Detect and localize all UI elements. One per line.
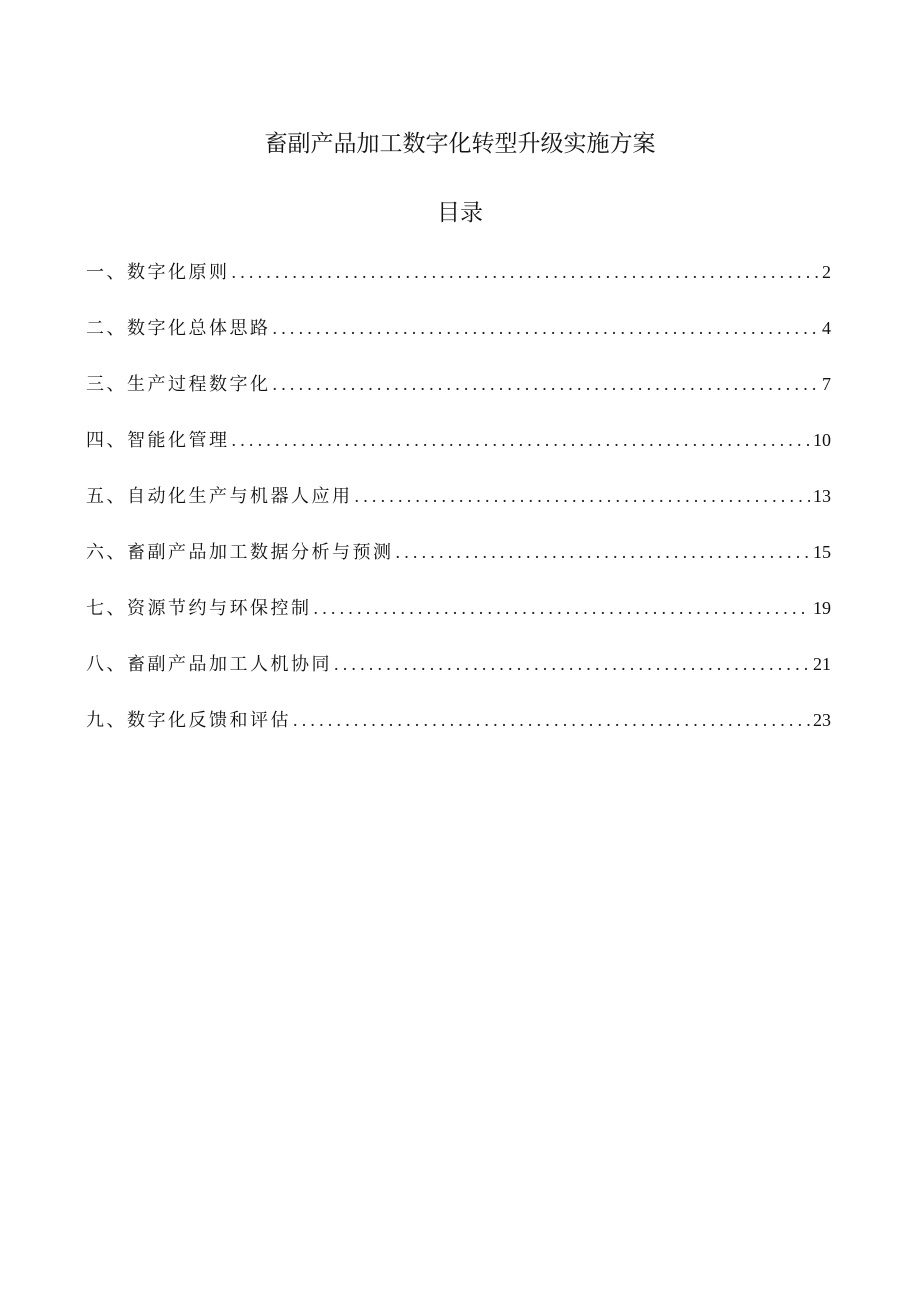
toc-entry-page: 23 <box>813 710 831 730</box>
table-of-contents <box>86 258 831 762</box>
toc-entry-label: 四、智能化管理 <box>86 430 230 451</box>
toc-dot-leader <box>334 650 810 678</box>
toc-entry-3[interactable] <box>86 370 831 426</box>
toc-entry-page: 10 <box>813 430 831 450</box>
toc-entry-4[interactable] <box>86 426 831 482</box>
toc-entry-page: 19 <box>813 598 831 618</box>
toc-dot-leader <box>232 258 820 286</box>
toc-entry-page: 21 <box>813 654 831 674</box>
toc-entry-7[interactable] <box>86 594 831 650</box>
toc-entry-page: 2 <box>822 262 831 282</box>
toc-entry-5[interactable] <box>86 482 831 538</box>
toc-entry-page: 13 <box>813 486 831 506</box>
toc-entry-page: 4 <box>822 318 831 338</box>
toc-dot-leader <box>396 538 811 566</box>
toc-entry-label: 五、自动化生产与机器人应用 <box>86 486 353 507</box>
toc-entry-label: 八、畜副产品加工人机协同 <box>86 654 332 675</box>
toc-entry-1[interactable] <box>86 258 831 314</box>
toc-dot-leader <box>355 482 811 510</box>
document-title: 畜副产品加工数字化转型升级实施方案 <box>264 131 656 157</box>
toc-entry-label: 三、生产过程数字化 <box>86 374 271 395</box>
toc-entry-page: 15 <box>813 542 831 562</box>
toc-entry-label: 二、数字化总体思路 <box>86 318 271 339</box>
toc-entry-9[interactable] <box>86 706 831 762</box>
toc-entry-2[interactable] <box>86 314 831 370</box>
toc-entry-label: 九、数字化反馈和评估 <box>86 710 291 731</box>
toc-dot-leader <box>314 594 811 622</box>
toc-heading: 目录 <box>437 200 483 226</box>
toc-entry-label: 七、资源节约与环保控制 <box>86 598 312 619</box>
toc-entry-8[interactable] <box>86 650 831 706</box>
toc-entry-6[interactable] <box>86 538 831 594</box>
toc-entry-label: 一、数字化原则 <box>86 262 230 283</box>
toc-dot-leader <box>293 706 810 734</box>
toc-dot-leader <box>273 370 820 398</box>
toc-entry-label: 六、畜副产品加工数据分析与预测 <box>86 542 394 563</box>
toc-dot-leader <box>232 426 811 454</box>
toc-entry-page: 7 <box>822 374 831 394</box>
toc-dot-leader <box>273 314 820 342</box>
